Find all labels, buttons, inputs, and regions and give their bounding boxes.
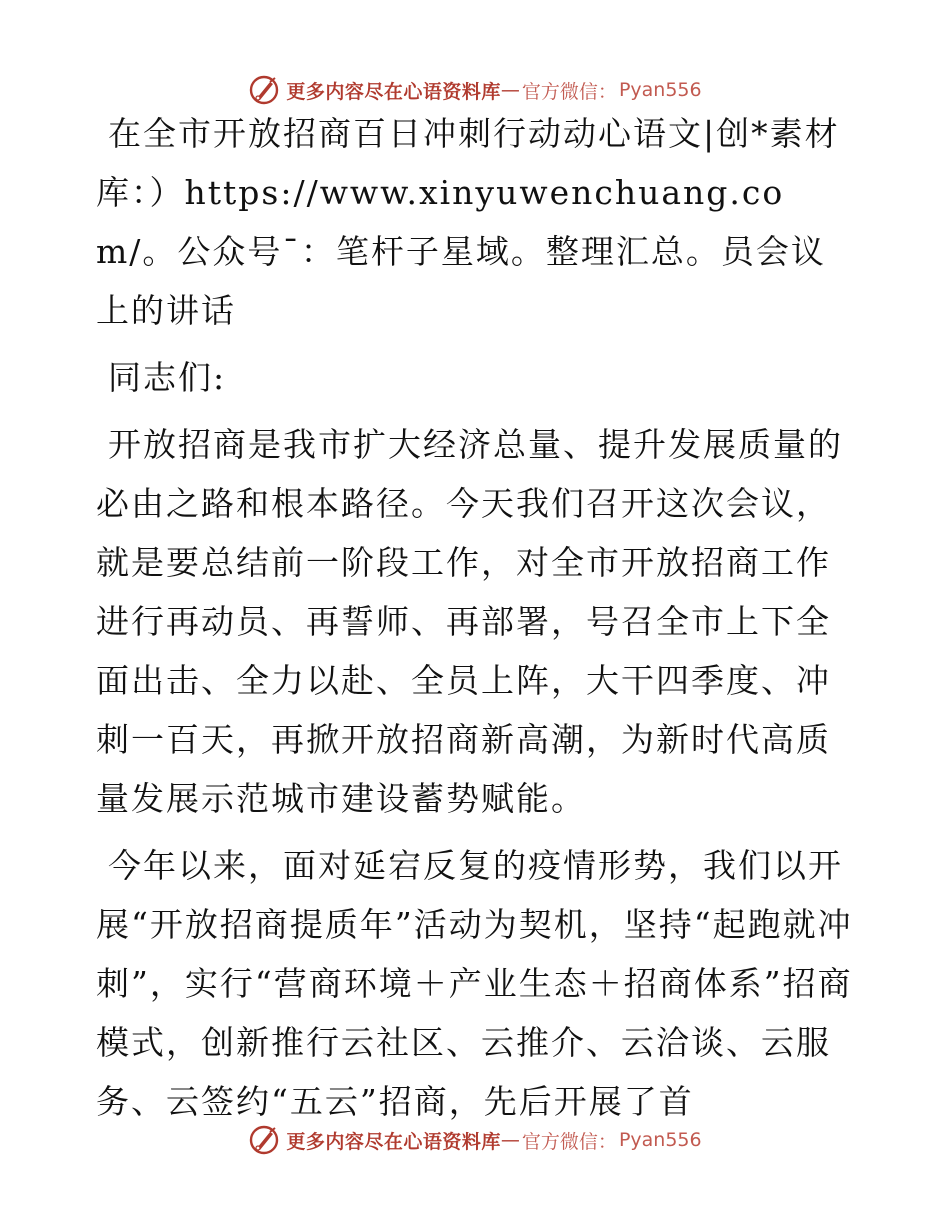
salutation: 同志们: xyxy=(108,358,227,397)
watermark-wechat-id: Pyan556 xyxy=(618,1129,702,1151)
watermark-title: 更多内容尽在心语资料库 xyxy=(286,80,501,103)
quill-pen-logo-icon xyxy=(248,74,280,106)
document-title: 在全市开放招商百日冲刺行动动心语文|创*素材库：）https://www.xinyuwenchuang.com/。公众号¯：笔杆子星域。整理汇总。员会议上的讲话 xyxy=(96,114,840,330)
watermark-title: 更多内容尽在心语资料库 xyxy=(286,1130,501,1153)
body-paragraph-1: 开放招商是我市扩大经济总量、提升发展质量的必由之路和根本路径。今天我们召开这次会议，就是要总结前一阶段工作，对全市开放招商工作进行再动员、再誓师、再部署，号召全市上下全面出击、全力以赴、全员上阵，大干四季度、冲刺一百天，再掀开放招商新高潮，为新时代高质量发展示范城市建设蓄势赋能。 xyxy=(96,425,843,818)
watermark-separator: — xyxy=(500,1129,520,1151)
quill-pen-logo-icon xyxy=(248,1124,280,1156)
document-body xyxy=(96,104,856,1131)
watermark-wechat-label: 官方微信： xyxy=(521,80,617,103)
footer-watermark xyxy=(0,1120,950,1160)
watermark-wechat-label: 官方微信： xyxy=(521,1130,617,1153)
body-paragraph-2: 今年以来，面对延宕反复的疫情形势，我们以开展“开放招商提质年”活动为契机，坚持“起跑就冲刺”，实行“营商环境＋产业生态＋招商体系”招商模式，创新推行云社区、云推介、云洽谈、云服务、云签约“五云”招商，先后开展了首 xyxy=(96,846,853,1121)
watermark-wechat-id: Pyan556 xyxy=(618,79,702,101)
watermark-separator: — xyxy=(500,79,520,101)
